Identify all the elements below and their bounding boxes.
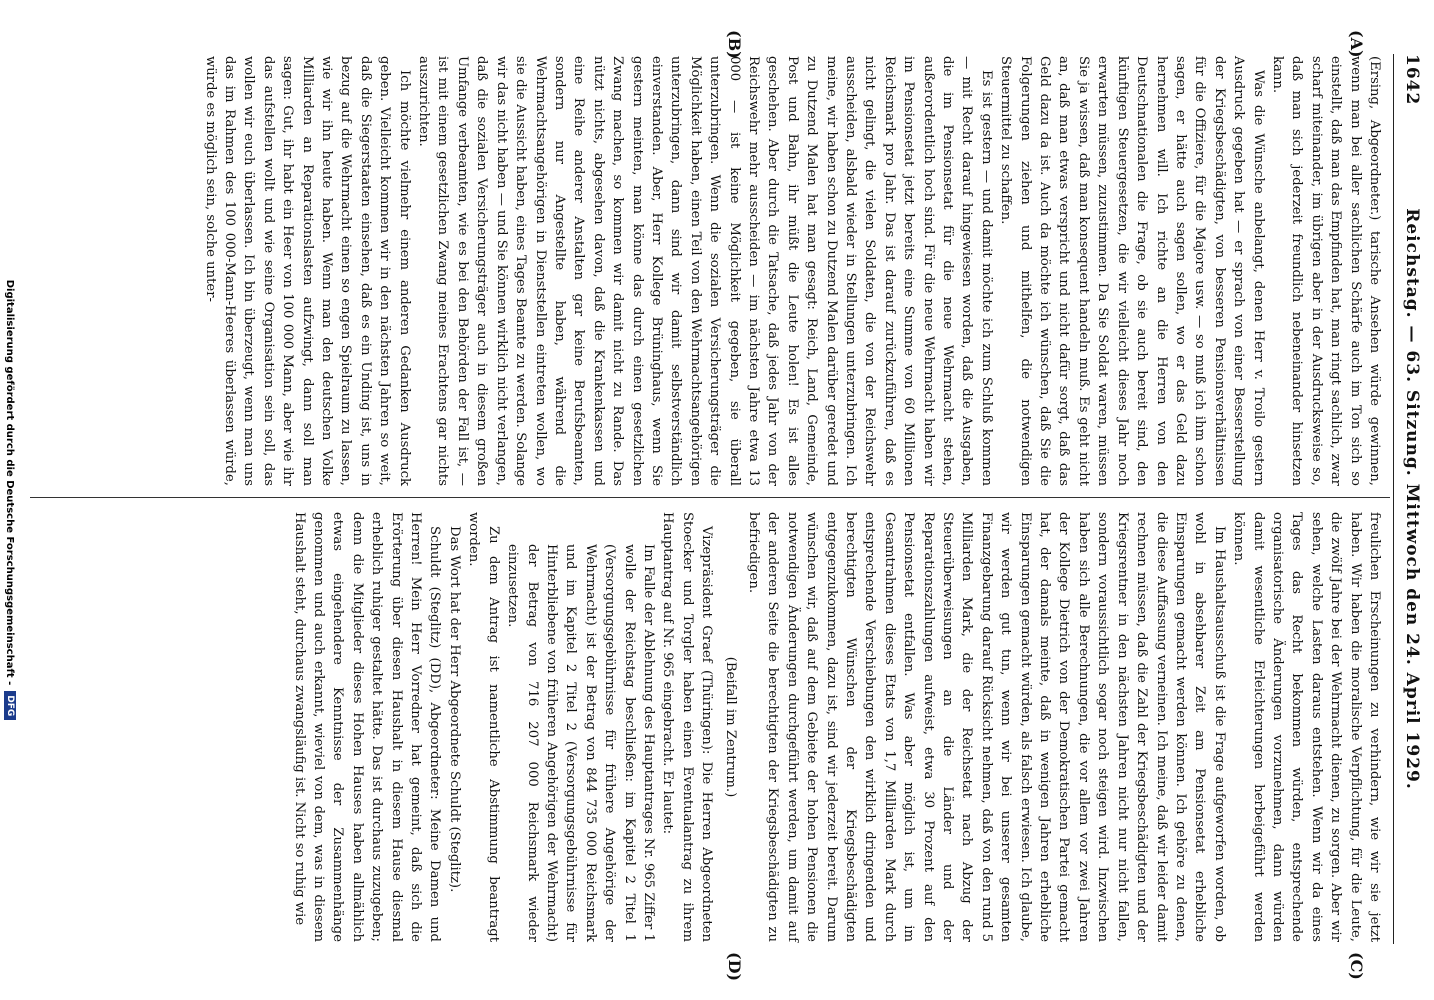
column-divider — [30, 497, 1390, 498]
footer-text: Digitalisierung gefördert durch die Deutsche Forschungsgemeinschaft - — [4, 279, 16, 686]
paragraph: (Ersing, Abgeordneter.) tarische Ansehen würde gewinnen, wenn man bei aller sachlichen Schärfe auch im Ton sich so einstellt, daß man das Empfinden hat, man ringt sachlich, zwar scharf miteinander, im übrigen aber in der Ausdrucksweise so, daß man sich jederzeit freundlich nebeneinander hinsetzen kann. — [1269, 56, 1382, 486]
right-column — [289, 512, 1384, 942]
paragraph: Im Haushaltsausschuß ist die Frage aufgeworfen worden, ob wohl in absehbarer Zeit am Pensionsetat erhebliche Einsparungen gemacht werden können. Ich gehöre zu denen, die diese Auffassung verneinen. Ich meine, daß wir leider damit rechnen müssen, daß die Zahl der Kriegsbeschädigten und der Kriegsrentner in den nächsten Jahren nicht nur nicht fallen, sondern voraussichtlich sogar noch steigen wird. Inzwischen haben sich alle Berechnungen, die vor allem vor zwei Jahren der Kollege Dietrich von der Demokratischen Partei gemacht hat, der damals meinte, daß in wenigen Jahren erhebliche Einsparungen gemacht würden, als falsch erwiesen. Ich glaube, wir werden gut tun, wenn wir bei unserer gesamten Finanzgebarung darauf Rücksicht nehmen, daß von den rund 5 Milliarden Mark, die der Reichsetat nach Abzug der Steuerüberweisungen an die Länder und der Reparationszahlungen aufweist, etwa 30 Prozent auf den Pensionsetat entfallen. Was aber möglich ist, um im Gesamtrahmen dieses Etats von 1,7 Milliarden Mark durch entsprechende Verschiebungen den wirklich dringenden und berechtigten Wünschen der Kriegsbeschädigten entgegenzukommen, dazu ist, sind wir jederzeit bereit. Darum wünschen wir, daß auf dem Gebiete der hohen Pensionen die notwendigen Änderungen durchgeführt werden, um damit auf der anderen Seite die berechtigten der Kriegsbeschädigten zu befriedigen. — [746, 512, 1227, 942]
dfg-logo: DFG — [4, 691, 16, 720]
page-header — [1396, 54, 1422, 944]
paragraph: Schuldt (Steglitz) (DD), Abgeordneter: Meine Damen und Herren! Mein Herr Vorredner hat gemeint, daß sich die Erörterung über diesen Haushalt in diesem Hause diesmal erheblich ruhiger gestaltet hätte. Das ist durchaus zuzugeben; denn die Mitglieder dieses Hohen Hauses haben allmählich etwas eingehendere Kenntnisse der Zusammenhänge genommen und auch erkannt, wieviel von dem, was in diesem Haushalt steht, durchaus zwangsläufig ist. Nicht so ruhig wie — [291, 512, 443, 942]
margin-marker-c: (C) — [1347, 952, 1366, 980]
paragraph: Es ist gestern — und damit möchte ich zum Schluß kommen — mit Recht darauf hingewiesen worden, daß die Ausgaben, die im Pensionsetat für die neue Wehrmacht stehen, außerordentlich hoch sind. Für die neue Wehrmacht haben wir im Pensionsetat jetzt bereits eine Summe von 60 Millionen Reichsmark pro Jahr. Das ist darauf zurückzuführen, daß es nicht gelingt, die vielen Soldaten, die von der Reichswehr ausscheiden, alsbald wieder in Stellungen unterzubringen. Ich meine, wir haben schon zu Dutzend Malen darüber geredet und zu Dutzend Malen hat man gesagt: Reich, Land, Gemeinde, Post und Bahn, ihr müßt die Leute holen! Es ist alles geschehen. Aber durch die Tatsache, daß jedes Jahr von der Reichswehr mehr ausscheiden — im nächsten Jahre etwa 13 000 — ist keine Möglichkeit gegeben, sie überall unterzubringen. Wenn die sozialen Versicherungsträger die Möglichkeit haben, einen Teil von den Wehrmachtsangehörigen unterzubringen, dann sind wir damit selbstverständlich einverstanden. Aber, Herr Kollege Brüninghaus, wenn Sie gestern meinten, man könne das durch einen gesetzlichen Zwang machen, so kommen wir damit nicht zu Rande. Das nützt nichts, abgesehen davon, daß die Krankenkassen und eine Reihe anderer Anstalten gar keine Berufsbeamten, sondern nur Angestellte haben, während die Wehrmachtsangehörigen in Dienststellen eintreten wollen, wo sie die Aussicht haben, eines Tages Beamte zu werden. Solange wir das nicht haben — und Sie können wirklich nicht verlangen, daß die sozialen Versicherungsträger auch in diesem großen Umfange verbeamten, wie es bei den Behörden der Fall ist, — ist mit einem gesetzlichen Zwang meines Erachtens gar nichts auszurichten. — [416, 56, 994, 486]
header-rule — [1393, 54, 1394, 944]
margin-marker-d: (D) — [725, 952, 744, 982]
left-column — [200, 56, 1384, 486]
page-title: Reichstag. — 63. Sitzung. Mittwoch den 24. April 1929. — [1402, 208, 1422, 790]
margin-marker-a: (A) — [1347, 30, 1366, 58]
paragraph: Das Wort hat der Herr Abgeordnete Schuldt (Steglitz). — [446, 526, 462, 893]
margin-marker-b: (B) — [725, 30, 744, 59]
page-number: 1642 — [1402, 54, 1422, 106]
paragraph: freulichen Erscheinungen zu verhindern, wie wir sie jetzt haben. Wir haben die moralische Verpflichtung, für die Leute, die zwölf Jahre bei der Wehrmacht dienen, zu sorgen. Aber wir sehen, welche Lasten daraus entstehen. Wenn wir da eines Tages das Recht bekommen würden, entsprechende organisatorische Änderungen vorzunehmen, dann würden damit wesentliche Erleichterungen herbeigeführt werden können. — [1231, 512, 1382, 942]
paragraph: Vizepräsident Graef (Thüringen): Die Herren Abgeordneten Stoecker und Torgler haben einen Eventualantrag zu ihrem Hauptantrag auf Nr. 965 eingebracht. Er lautet: — [660, 512, 715, 942]
paragraph: Zu dem Antrag ist namentliche Abstimmung beantragt worden. — [466, 512, 501, 942]
motion-quote: Im Falle der Ablehnung des Hauptantrages Nr. 965 Ziffer 1 wolle der Reichstag beschließen: im Kapitel 2 Titel 1 (Versorgungsgebührnisse für frühere Angehörige der Wehrmacht) ist der Betrag von 844 735 000 Reichsmark und im Kapitel 2 Titel 2 (Versorgungsgebührnisse für Hinterbliebene von früheren Angehörigen der Wehrmacht) der Betrag von 716 207 000 Reichsmark wieder einzusetzen. — [505, 544, 656, 942]
paragraph: Ich möchte vielmehr einem anderen Gedanken Ausdruck geben. Vielleicht kommen wir in den nächsten Jahren so weit, daß die Siegerstaaten einsehen, daß es ein Unding ist, uns in bezug auf die Wehrmacht einen so engen Spielraum zu lassen, wie wir ihn heute haben. Wenn man den deutschen Volke Milliarden an Reparationslasten aufzwingt, dann soll man sagen: Gut, ihr habt ein Heer von 100 000 Mann, aber wie ihr das aufstellen wollt und wie seine Organisation sein soll, das wollen wir euch überlassen. Ich bin überzeugt, wenn man uns das im Rahmen des 100 000-Mann-Heeres überlassen würde, würde es möglich sein, solche unter- — [202, 56, 412, 486]
paragraph: Was die Wünsche anbelangt, denen Herr v. Troilo gestern Ausdruck gegeben hat — er sprach von einer Besserstellung der Kriegsbeschädigten, von besseren Pensionsverhältnissen für die Offiziere, für die Majore usw. — so muß ich ihm schon sagen, er hätte auch sagen sollen, wo er das Geld dazu hernehmen will. Ich richte an die Herren von den Deutschnationalen die Frage, ob sie auch bereit sind, den künftigen Steuergesetzen, die wir vielleicht dieses Jahr noch erwarten müssen, zuzustimmen. Da Sie Soldat waren, müssen Sie ja wissen, daß man konsequent handeln muß. Es geht nicht an, daß man etwas verspricht und nicht dafür sorgt, daß das Geld dazu da ist. Auch da möchte ich wünschen, daß Sie die Folgerungen ziehen und mithelfen, die notwendigen Steuermittel zu schaffen. — [998, 56, 1266, 486]
applause-note: (Beifall im Zentrum.) — [722, 656, 738, 798]
digitization-footer — [0, 0, 20, 1000]
